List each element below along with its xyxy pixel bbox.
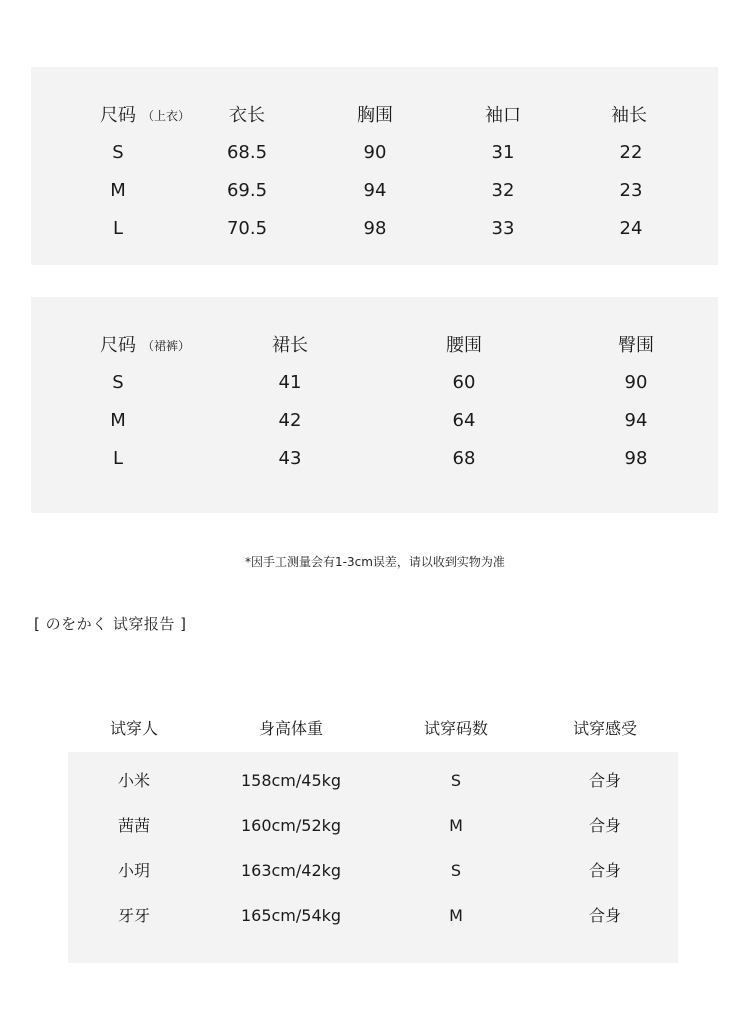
header-hip: 臀围 [618,335,654,356]
cuff-cell: 32 [491,180,515,201]
header-fit-feeling: 试穿感受 [572,719,638,738]
header-cuff: 袖口 [485,105,521,126]
bottom-table-header-row [31,331,718,361]
height-weight-cell: 163cm/42kg [240,861,342,880]
waist-cell: 60 [452,372,476,393]
cuff-cell: 33 [491,218,515,239]
tried-size-cell: S [450,771,462,790]
size-header [100,101,190,131]
sleeve-cell: 22 [619,142,643,163]
size-header-sub: （上衣） [142,109,191,123]
header-height-weight: 身高体重 [258,719,324,738]
tried-size-cell: M [449,906,463,925]
top-table-header-row [31,101,718,131]
fit-feeling-cell: 合身 [588,906,622,925]
hip-cell: 98 [624,448,648,469]
report-row [0,858,750,884]
fit-feeling-cell: 合身 [588,771,622,790]
waist-cell: 68 [452,448,476,469]
fit-feeling-cell: 合身 [588,816,622,835]
chest-cell: 94 [363,180,387,201]
size-cell: L [112,448,124,469]
chest-cell: 90 [363,142,387,163]
tester-cell: 茜茜 [117,816,151,835]
report-header-row [0,716,750,742]
tester-cell: 牙牙 [117,906,151,925]
skirt-length-cell: 43 [278,448,302,469]
length-cell: 68.5 [226,142,268,163]
tester-cell: 小米 [117,771,151,790]
hip-cell: 94 [624,410,648,431]
header-sleeve: 袖长 [611,105,647,126]
report-row [0,903,750,929]
report-row [0,768,750,794]
header-waist: 腰围 [446,335,482,356]
top-table-row [31,138,718,168]
fit-feeling-cell: 合身 [588,861,622,880]
size-cell: S [112,142,124,163]
height-weight-cell: 160cm/52kg [240,816,342,835]
header-tried-size: 试穿码数 [423,719,489,738]
size-header [100,331,190,361]
header-tester: 试穿人 [109,719,159,738]
size-header-label: 尺码 [100,335,136,356]
top-table-row [31,176,718,206]
length-cell: 69.5 [226,180,268,201]
tried-size-cell: M [449,816,463,835]
bottom-size-table [31,297,718,513]
header-length: 衣长 [229,105,265,126]
header-chest: 胸围 [357,105,393,126]
top-size-table-content [31,67,718,265]
height-weight-cell: 165cm/54kg [240,906,342,925]
sleeve-cell: 23 [619,180,643,201]
top-table-row [31,214,718,244]
bottom-table-row [31,368,718,398]
size-header-sub: （裙裤） [142,339,191,353]
size-cell: M [110,180,126,201]
report-row [0,813,750,839]
size-header-label: 尺码 [100,105,136,126]
bottom-table-row [31,406,718,436]
tester-cell: 小玥 [117,861,151,880]
measurement-note: *因手工测量会有1-3cm误差，请以收到实物为准 [245,555,505,569]
hip-cell: 90 [624,372,648,393]
report-title: [ のをかく 试穿报告 ] [34,615,187,633]
skirt-length-cell: 41 [278,372,302,393]
waist-cell: 64 [452,410,476,431]
sleeve-cell: 24 [619,218,643,239]
bottom-table-row [31,444,718,474]
cuff-cell: 31 [491,142,515,163]
height-weight-cell: 158cm/45kg [240,771,342,790]
length-cell: 70.5 [226,218,268,239]
size-cell: S [112,372,124,393]
header-skirt-length: 裙长 [272,335,308,356]
size-cell: L [112,218,124,239]
tried-size-cell: S [450,861,462,880]
skirt-length-cell: 42 [278,410,302,431]
size-cell: M [110,410,126,431]
chest-cell: 98 [363,218,387,239]
